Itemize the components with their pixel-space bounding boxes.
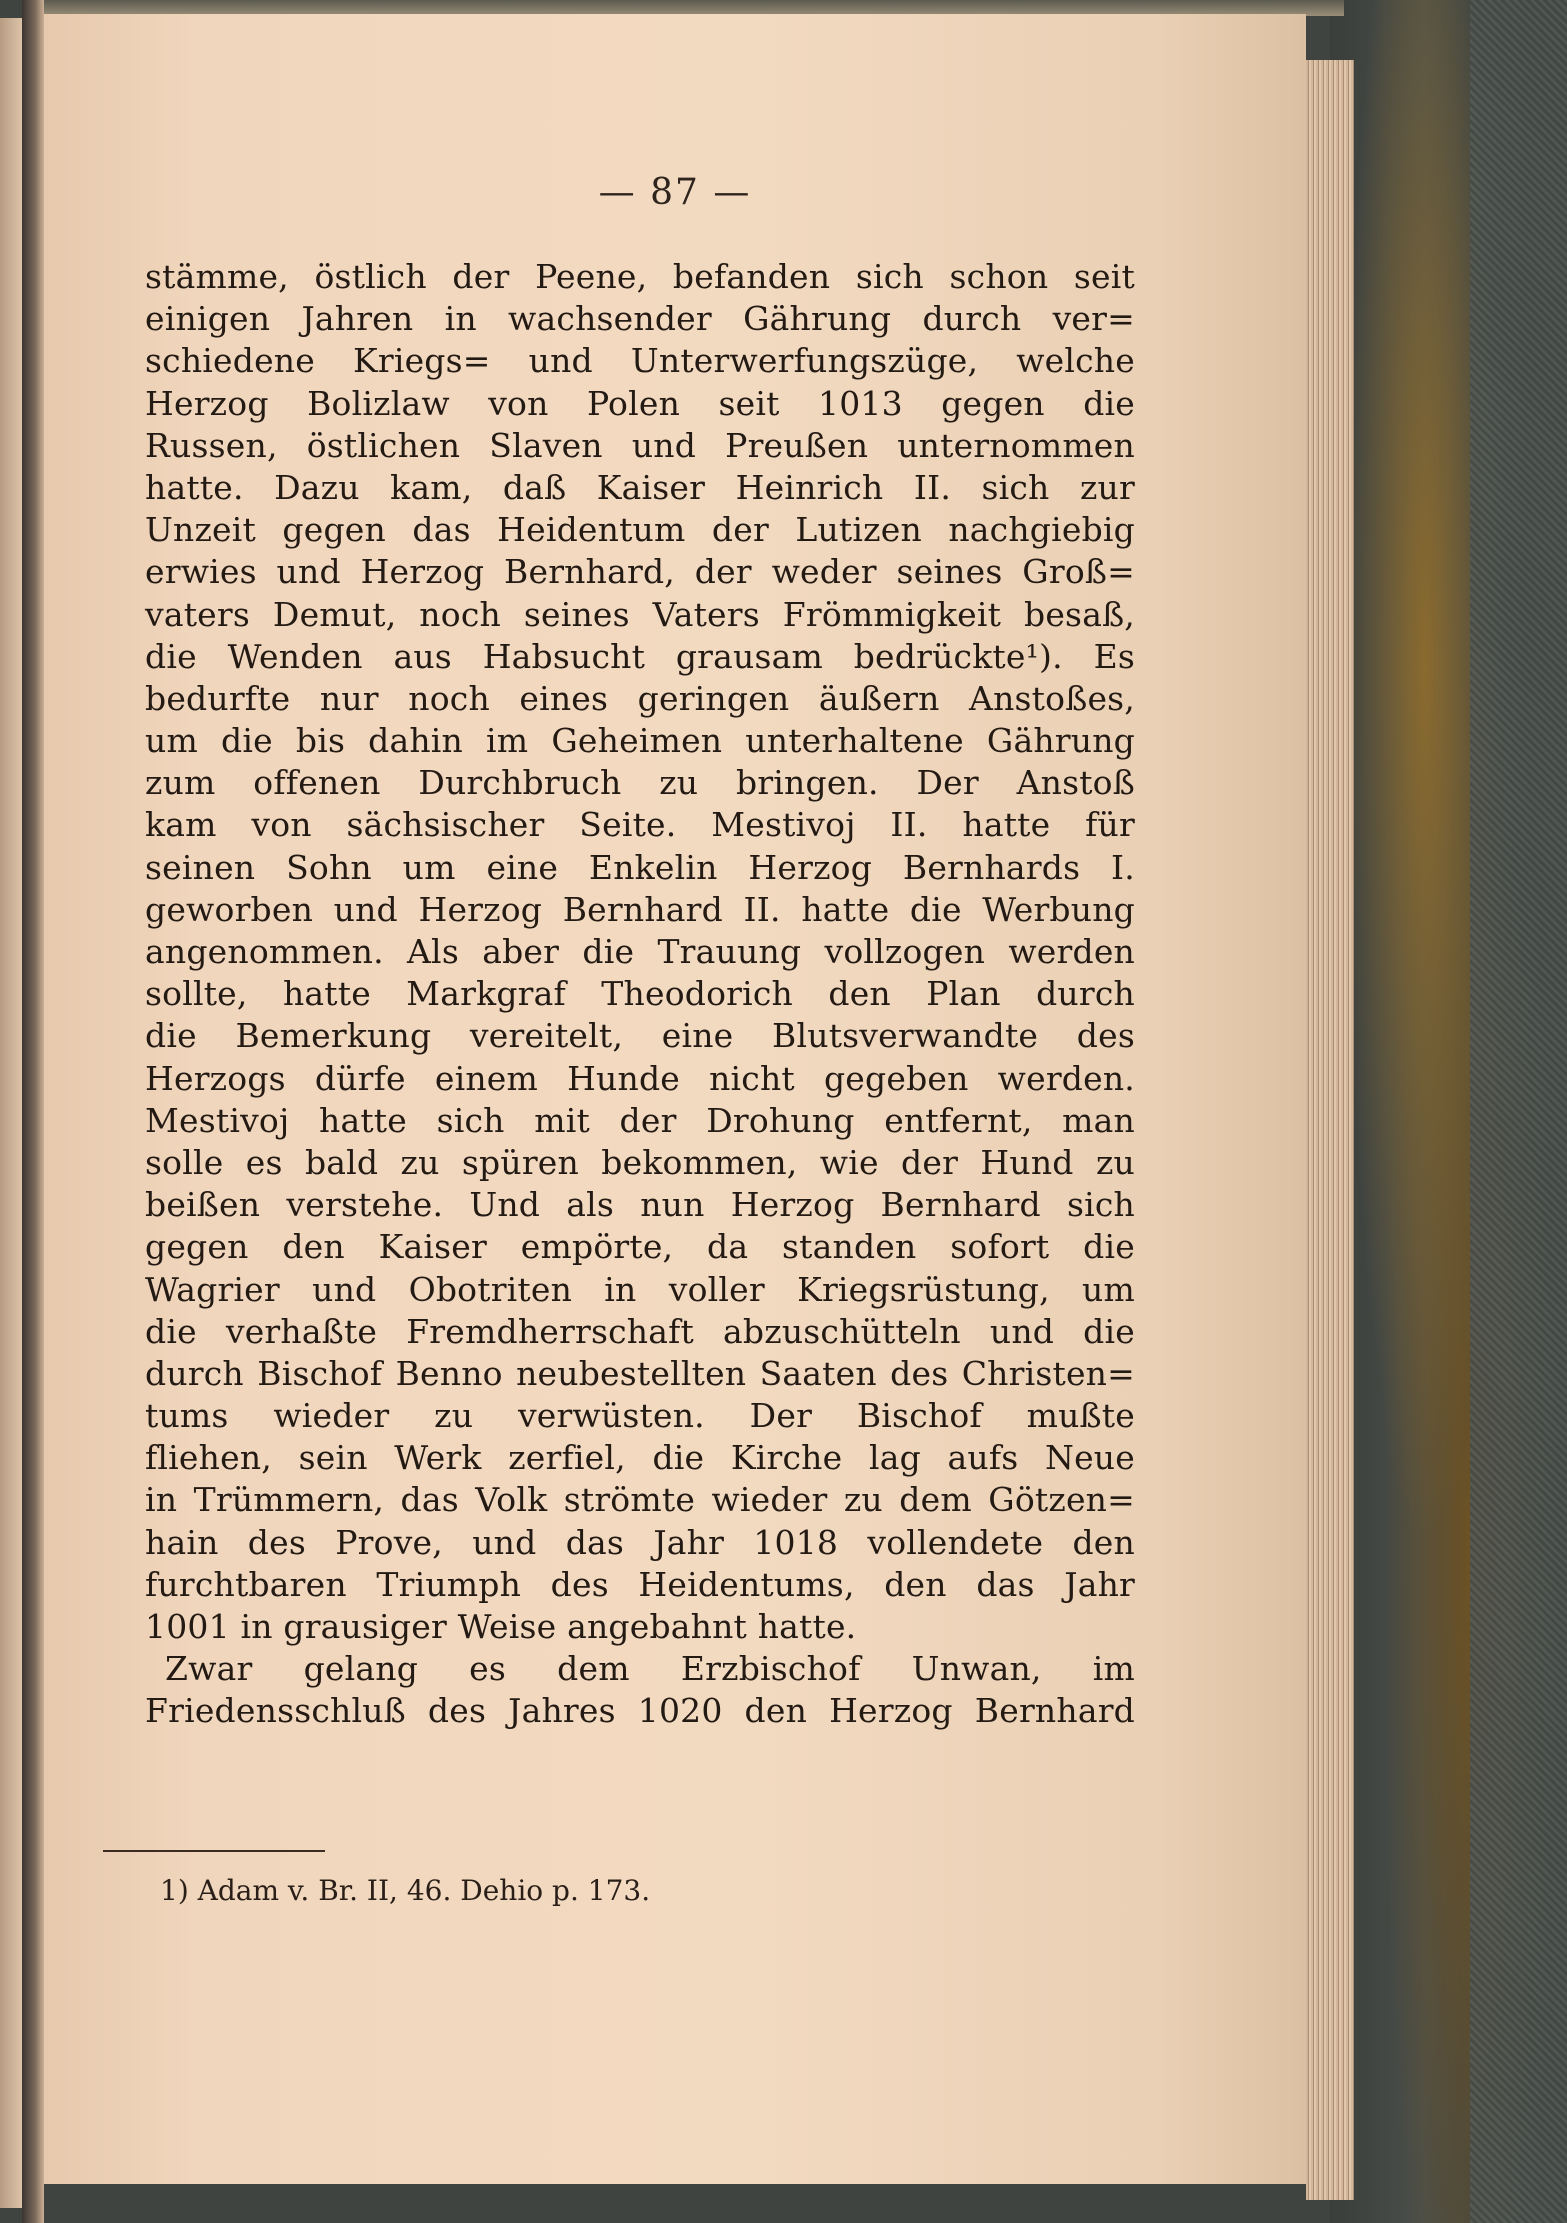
text-line: tums wieder zu verwüsten. Der Bischof mußte — [145, 1396, 1135, 1436]
text-line: um die bis dahin im Geheimen unterhaltene Gährung — [145, 721, 1135, 761]
text-line: hatte. Dazu kam, daß Kaiser Heinrich II. sich zur — [145, 467, 1135, 507]
book-gutter — [22, 0, 44, 2223]
text-line: kam von sächsischer Seite. Mestivoj II. hatte für — [145, 805, 1135, 845]
text-line: Herzog Bolizlaw von Polen seit 1013 gegen die — [145, 383, 1135, 423]
text-line: durch Bischof Benno neubestellten Saaten des Christen= — [145, 1353, 1135, 1393]
text-line: die Bemerkung vereitelt, eine Blutsverwandte des — [145, 1016, 1135, 1056]
text-line: gegen den Kaiser empörte, da standen sofort die — [145, 1227, 1135, 1267]
text-line: erwies und Herzog Bernhard, der weder seines Groß= — [145, 552, 1135, 592]
text-line: Friedensschluß des Jahres 1020 den Herzog Bernhard — [145, 1691, 1135, 1731]
text-line: einigen Jahren in wachsender Gährung durch ver= — [145, 299, 1135, 339]
text-line: Unzeit gegen das Heidentum der Lutizen nachgiebig — [145, 510, 1135, 550]
text-line: zum offenen Durchbruch zu bringen. Der Anstoß — [145, 763, 1135, 803]
text-line: Mestivoj hatte sich mit der Drohung entfernt, man — [145, 1100, 1135, 1140]
text-line: die Wenden aus Habsucht grausam bedrückte¹). Es — [145, 636, 1135, 676]
facing-page-edge — [0, 18, 22, 2208]
cover-texture — [1470, 0, 1567, 2223]
text-line: furchtbaren Triumph des Heidentums, den das Jahr — [145, 1564, 1135, 1604]
text-line: schiedene Kriegs= und Unterwerfungszüge, welche — [145, 341, 1135, 381]
text-line: beißen verstehe. Und als nun Herzog Bernhard sich — [145, 1185, 1135, 1225]
footnote-rule — [103, 1850, 325, 1852]
text-line: die verhaßte Fremdherrschaft abzuschütteln und die — [145, 1311, 1135, 1351]
text-line: fliehen, sein Werk zerfiel, die Kirche lag aufs Neue — [145, 1438, 1135, 1478]
footnote: 1) Adam v. Br. II, 46. Dehio p. 173. — [160, 1874, 651, 1907]
text-line: Zwar gelang es dem Erzbischof Unwan, im — [165, 1649, 1135, 1689]
text-line: Russen, östlichen Slaven und Preußen unternommen — [145, 425, 1135, 465]
text-line: vaters Demut, noch seines Vaters Frömmigkeit besaß, — [145, 594, 1135, 634]
text-line: 1001 in grausiger Weise angebahnt hatte. — [145, 1607, 857, 1646]
page-edges — [1306, 60, 1354, 2200]
text-line: angenommen. Als aber die Trauung vollzogen werden — [145, 932, 1135, 971]
text-line: Wagrier und Obotriten in voller Kriegsrüstung, um — [145, 1269, 1135, 1309]
text-line: solle es bald zu spüren bekommen, wie der Hund zu — [145, 1142, 1135, 1182]
text-line: geworben und Herzog Bernhard II. hatte die Werbung — [145, 889, 1135, 929]
page-number: — 87 — — [598, 172, 752, 213]
text-line: hain des Prove, und das Jahr 1018 vollendete den — [145, 1522, 1135, 1562]
book-page — [44, 14, 1306, 2184]
text-line: sollte, hatte Markgraf Theodorich den Plan durch — [145, 974, 1135, 1014]
body-text — [145, 256, 1135, 1733]
text-line: stämme, östlich der Peene, befanden sich schon seit — [145, 257, 1135, 296]
text-line: seinen Sohn um eine Enkelin Herzog Bernhards I. — [145, 847, 1135, 887]
text-line: in Trümmern, das Volk strömte wieder zu dem Götzen= — [145, 1480, 1135, 1520]
text-line: Herzogs dürfe einem Hunde nicht gegeben werden. — [145, 1058, 1135, 1098]
text-line: bedurfte nur noch eines geringen äußern Anstoßes, — [145, 678, 1135, 718]
